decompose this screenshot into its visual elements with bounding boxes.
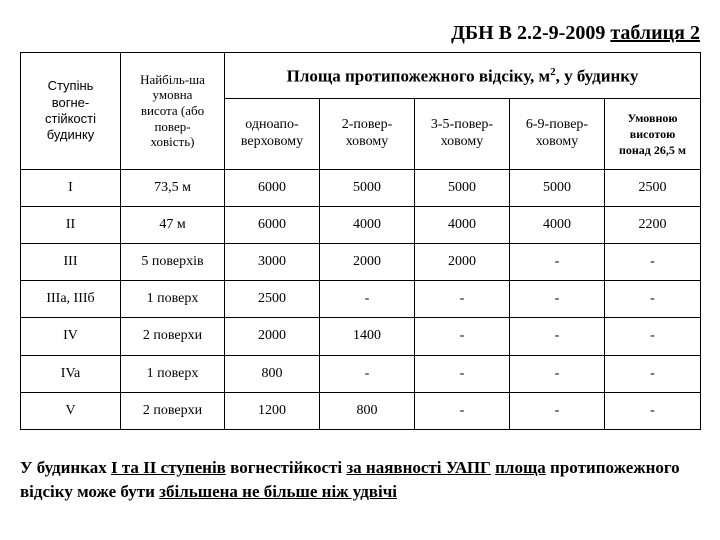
degree-cell: V: [21, 392, 121, 429]
max-height-cell: 1 поверх: [121, 355, 225, 392]
header-row-1: [21, 53, 701, 99]
area-cell: -: [605, 243, 701, 280]
area-cell: -: [415, 318, 510, 355]
degree-cell: III: [21, 243, 121, 280]
header-one-story: одноапо- верховому: [225, 99, 320, 169]
area-cell: 4000: [510, 206, 605, 243]
table-row: [21, 243, 701, 280]
area-cell: -: [415, 392, 510, 429]
area-cell: 5000: [415, 169, 510, 206]
area-cell: -: [415, 355, 510, 392]
area-cell: -: [320, 281, 415, 318]
max-height-cell: 2 поверхи: [121, 392, 225, 429]
header-compartment-area: Площа протипожежного відсіку, $м^2$, у будинку: [225, 53, 701, 99]
degree-cell: I: [21, 169, 121, 206]
area-cell: 2200: [605, 206, 701, 243]
header-conditional-height: Умовною висотою понад 26,5 м: [605, 99, 701, 169]
area-cell: -: [605, 392, 701, 429]
area-cell: 1200: [225, 392, 320, 429]
table-row: [21, 318, 701, 355]
area-cell: -: [510, 392, 605, 429]
header-fire-resistance-degree: Ступінь вогне- стійкості будинку: [21, 53, 121, 170]
area-cell: -: [510, 318, 605, 355]
header-two-story: 2-повер- ховому: [320, 99, 415, 169]
area-cell: 6000: [225, 169, 320, 206]
header-three-five-story: 3-5-повер- ховому: [415, 99, 510, 169]
table-reference: таблиця 2: [610, 22, 700, 44]
table-row: [21, 281, 701, 318]
area-cell: 5000: [510, 169, 605, 206]
area-cell: 4000: [320, 206, 415, 243]
table-row: [21, 206, 701, 243]
max-height-cell: 73,5 м: [121, 169, 225, 206]
area-cell: 2000: [415, 243, 510, 280]
area-cell: 6000: [225, 206, 320, 243]
degree-cell: IV: [21, 318, 121, 355]
area-cell: 3000: [225, 243, 320, 280]
fire-compartment-table: [20, 52, 701, 430]
max-height-cell: 47 м: [121, 206, 225, 243]
area-cell: 4000: [415, 206, 510, 243]
area-cell: 5000: [320, 169, 415, 206]
area-cell: 2000: [320, 243, 415, 280]
table-row: [21, 169, 701, 206]
area-cell: -: [605, 318, 701, 355]
table-row: [21, 392, 701, 429]
degree-cell: II: [21, 206, 121, 243]
area-cell: -: [605, 355, 701, 392]
area-cell: 800: [320, 392, 415, 429]
degree-cell: IIIa, IIIб: [21, 281, 121, 318]
area-cell: 2500: [225, 281, 320, 318]
max-height-cell: 5 поверхів: [121, 243, 225, 280]
footnote: У будинках I та II ступенів вогнестійкості за наявності УАПГ площа протипожежного відсіку може бути збільшена не більше ніж удвічі: [20, 458, 680, 501]
area-cell: 800: [225, 355, 320, 392]
area-cell: 2500: [605, 169, 701, 206]
table-row: [21, 355, 701, 392]
header-max-height: Найбіль-ша умовна висота (або повер- ховість): [121, 53, 225, 170]
area-cell: 2000: [225, 318, 320, 355]
area-cell: -: [510, 355, 605, 392]
area-cell: -: [605, 281, 701, 318]
area-cell: -: [510, 281, 605, 318]
document-title: [451, 22, 700, 45]
area-cell: -: [510, 243, 605, 280]
max-height-cell: 1 поверх: [121, 281, 225, 318]
max-height-cell: 2 поверхи: [121, 318, 225, 355]
area-cell: 1400: [320, 318, 415, 355]
degree-cell: IVa: [21, 355, 121, 392]
header-six-nine-story: 6-9-повер- ховому: [510, 99, 605, 169]
norm-code: ДБН В 2.2-9-2009: [451, 22, 606, 44]
area-cell: -: [415, 281, 510, 318]
area-cell: -: [320, 355, 415, 392]
